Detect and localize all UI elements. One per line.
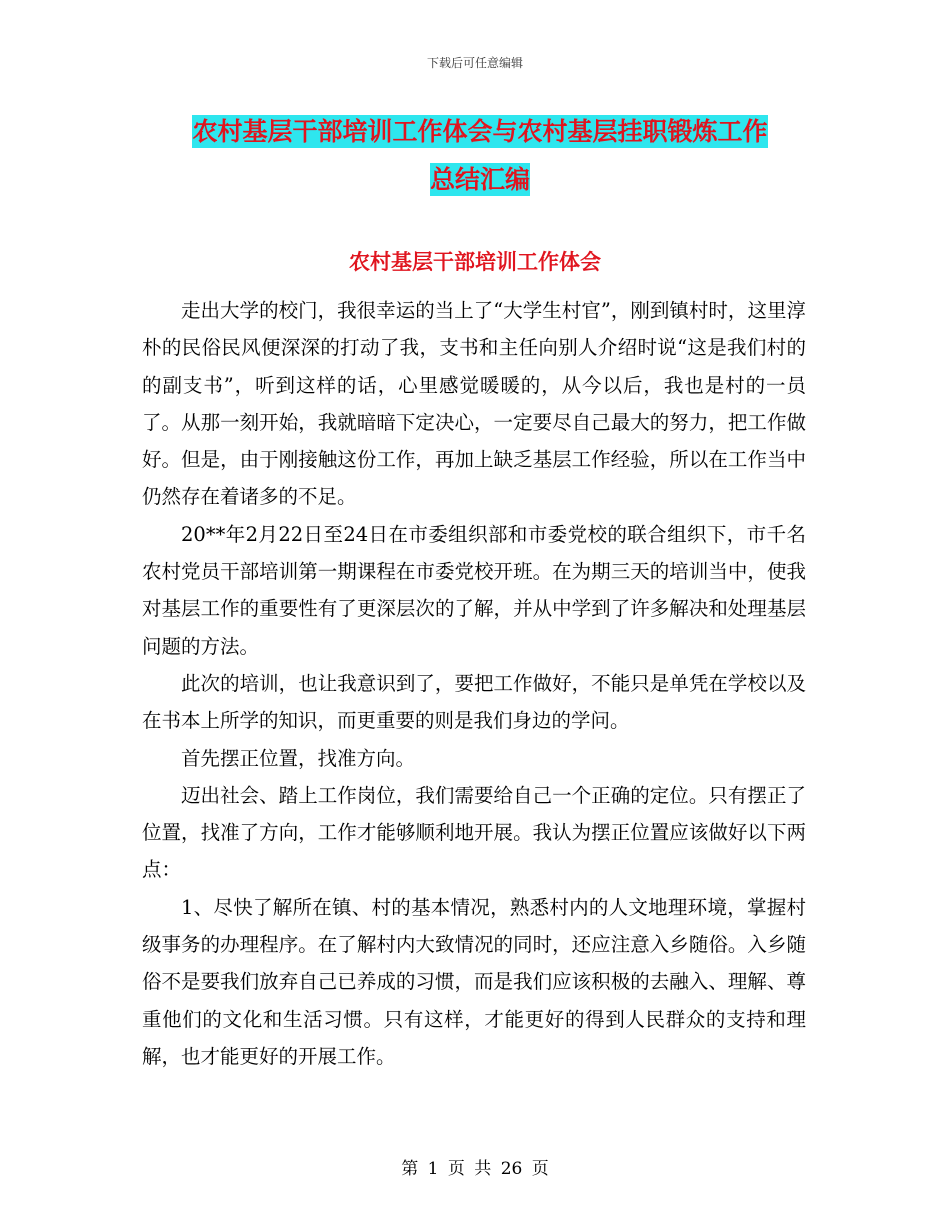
paragraph: 首先摆正位置，找准方向。: [181, 746, 416, 770]
document-title-line-1: 农村基层干部培训工作体会与农村基层挂职锻炼工作: [192, 117, 768, 146]
paragraph: 迈出社会、踏上工作岗位，我们需要给自己一个正确的定位。只有摆正了位置，找准了方向，工作才能够顺利地开展。我认为摆正位置应该做好以下两点：: [142, 783, 806, 882]
document-title-line-2: 总结汇编: [429, 165, 530, 194]
document-title: [140, 108, 820, 204]
body-text: [142, 292, 806, 1075]
page-footer: 第 1 页 共 26 页: [401, 1159, 549, 1179]
paragraph: 此次的培训，也让我意识到了，要把工作做好，不能只是单凭在学校以及在书本上所学的知识，而更重要的则是我们身边的学问。: [142, 671, 806, 733]
paragraph: 走出大学的校门，我很幸运的当上了“大学生村官”，刚到镇村时，这里淳朴的民俗民风便深深的打动了我，支书和主任向别人介绍时说“这是我们村的的副支书”，听到这样的话，心里感觉暖暖的，从今以后，我也是村的一员了。从那一刻开始，我就暗暗下定决心，一定要尽自己最大的努力，把工作做好。但是，由于刚接触这份工作，再加上缺乏基层工作经验，所以在工作当中仍然存在着诸多的不足。: [142, 299, 806, 509]
paragraph: 20**年2月22日至24日在市委组织部和市委党校的联合组织下，市千名农村党员干部培训第一期课程在市委党校开班。在为期三天的培训当中，使我对基层工作的重要性有了更深层次的了解，并从中学到了许多解决和处理基层问题的方法。: [142, 522, 806, 658]
header-note: 下载后可任意编辑: [426, 56, 523, 70]
paragraph: 1、尽快了解所在镇、村的基本情况，熟悉村内的人文地理环境，掌握村级事务的办理程序。在了解村内大致情况的同时，还应注意入乡随俗。入乡随俗不是要我们放弃自己已养成的习惯，而是我们应该积极的去融入、理解、尊重他们的文化和生活习惯。只有这样，才能更好的得到人民群众的支持和理解，也才能更好的开展工作。: [142, 895, 806, 1068]
section-title: 农村基层干部培训工作体会: [349, 250, 601, 274]
